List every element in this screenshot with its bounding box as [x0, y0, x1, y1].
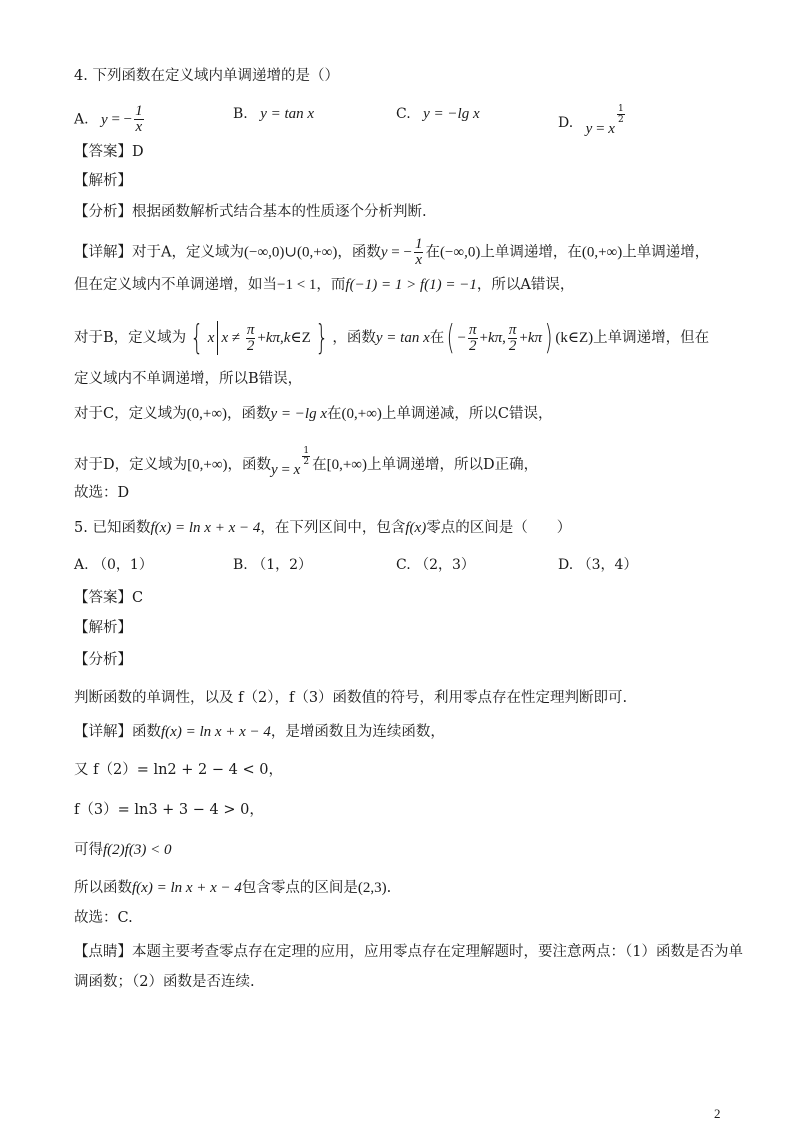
math: −1 < 1 — [277, 277, 317, 293]
text: 在 — [429, 330, 445, 346]
text: 但在定义域内不单调递增，如当 — [74, 277, 277, 293]
math: y = −lg x — [270, 406, 327, 422]
q4-choose: 故选：D — [74, 485, 130, 501]
text: 上单调递增，在 — [480, 244, 582, 261]
q4-stem: 4. 下列函数在定义域内单调递增的是（） — [74, 68, 339, 84]
q5-analysis: 判断函数的单调性，以及 f（2），f（3）函数值的符号，利用零点存在性定理判断即可. — [74, 690, 628, 706]
math: f(−1) = 1 > f(1) = −1 — [345, 277, 477, 293]
q5-detail-line1 — [74, 722, 445, 742]
q5-comment-line2: 调函数；（2）函数是否连续. — [74, 974, 255, 990]
q5-fenxi: 【分析】 — [74, 652, 132, 668]
page-number: 2 — [714, 1106, 721, 1121]
q4-option-c — [396, 104, 480, 124]
math: (0,+∞) — [581, 244, 623, 261]
q5-option-c: C. （2，3） — [396, 557, 475, 573]
math: (k∈Z) — [555, 330, 594, 346]
math: [0,+∞) — [187, 457, 228, 473]
q4-detail-line6: 对于D，定义域为[0,+∞)，函数y = x $^{\frac{1}{2}}$ 在[0,+∞)上单调递增，所以D正确， — [74, 446, 539, 478]
q5-detail-line3: f（3）= ln3 + 3 − 4 > 0， — [74, 802, 264, 818]
text: 零点的区间是（ ） — [426, 520, 572, 536]
text: 上单调递增，所以D正确， — [366, 457, 539, 473]
q5-option-d: D. （3，4） — [558, 557, 638, 573]
q4-detail-line3: 对于B，定义域为 { x x ≠ $\frac{\pi}{2}$ +kπ,k∈Z } ，函数y = tan x在( − $\frac{\pi}{2}$ +kπ, $\frac{\pi}{2}$ +kπ) (k∈Z)上单调递增，但在 — [74, 318, 710, 358]
math: f(2)f(3) < 0 — [103, 842, 172, 858]
math: [0,+∞) — [326, 457, 367, 473]
text: 对于C，定义域为 — [74, 406, 187, 422]
text: . — [386, 880, 392, 896]
text: ，是增函数且为连续函数， — [270, 724, 445, 740]
q4-detail-line5 — [74, 404, 553, 424]
text: 5. 已知函数 — [74, 520, 151, 536]
q5-stem — [74, 518, 571, 538]
text: ，函数 — [337, 244, 381, 261]
q5-detail-line5 — [74, 878, 391, 898]
q4-option-c-label: C. — [396, 106, 411, 122]
math: f(x) = ln x + x − 4 — [150, 520, 261, 536]
q4-jiexi: 【解析】 — [74, 173, 132, 189]
text: 可得 — [74, 842, 103, 858]
text: ，函数 — [332, 330, 376, 346]
q4-option-a: A. y = − $\frac{1}{x}$ — [74, 103, 143, 135]
q4-option-b-label: B. — [233, 106, 248, 122]
math: f(x) — [405, 520, 427, 536]
q5-option-a: A. （0，1） — [74, 557, 153, 573]
text: 在 — [312, 457, 327, 473]
q4-option-d: D. y = x $^{\frac{1}{2}}$ — [558, 104, 624, 137]
text: 【详解】函数 — [74, 724, 161, 740]
q5-option-b: B. （1，2） — [233, 557, 313, 573]
q5-answer: 【答案】C — [74, 590, 144, 606]
q4-option-d-label: D. — [558, 115, 574, 131]
math: f(x) = ln x + x − 4 — [132, 880, 242, 896]
text: 上单调递增，但在 — [593, 330, 710, 346]
q4-answer: 【答案】D — [74, 144, 144, 160]
math: (0,+∞) — [341, 406, 382, 422]
q4-detail-line1: 【详解】对于A，定义域为(−∞,0)∪(0,+∞)，函数y = − $\frac{1}{x}$ 在(−∞,0)上单调递增，在(0,+∞)上单调递增， — [74, 236, 710, 268]
math: (2,3) — [357, 880, 387, 896]
q5-detail-line2: 又 f（2）= ln2 + 2 − 4 < 0， — [74, 762, 283, 778]
q5-comment-line1: 【点睛】本题主要考查零点存在定理的应用，应用零点存在定理解题时，要注意两点：（1）函数是否为单 — [74, 944, 743, 960]
math: f(x) = ln x + x − 4 — [161, 724, 271, 740]
math: (−∞,0)∪(0,+∞) — [243, 244, 338, 261]
q4-option-b-math: y = tan x — [260, 106, 315, 122]
q4-option-a-label: A. — [74, 111, 89, 128]
text: ，函数 — [227, 457, 272, 473]
text: 对于D，定义域为 — [74, 457, 188, 473]
text: ，所以A错误， — [476, 277, 575, 293]
text: 对于B，定义域为 — [74, 330, 187, 346]
math: y = tan x — [375, 330, 430, 346]
text: 上单调递增， — [622, 244, 710, 261]
q4-detail-line2 — [74, 275, 574, 295]
q4-detail-line4: 定义域内不单调递增，所以B错误， — [74, 371, 303, 387]
text: ，在下列区间中，包含 — [260, 520, 406, 536]
q4-option-c-math: y = −lg x — [423, 106, 480, 122]
math: (−∞,0) — [439, 244, 481, 261]
q5-jiexi: 【解析】 — [74, 620, 132, 636]
q4-analysis: 【分析】根据函数解析式结合基本的性质逐个分析判断. — [74, 204, 427, 220]
text: 上单调递减，所以C错误， — [381, 406, 553, 422]
text: 包含零点的区间是 — [241, 880, 358, 896]
text: 所以函数 — [74, 880, 132, 896]
math: (0,+∞) — [186, 406, 228, 422]
text: 【详解】对于A，定义域为 — [74, 244, 244, 261]
q5-detail-line4 — [74, 840, 171, 860]
q5-choose: 故选：C. — [74, 910, 133, 926]
text: ，函数 — [227, 406, 271, 422]
text: ，而 — [316, 277, 346, 293]
text: 在 — [425, 244, 440, 261]
q4-option-b — [233, 104, 314, 124]
text: 在 — [327, 406, 342, 422]
